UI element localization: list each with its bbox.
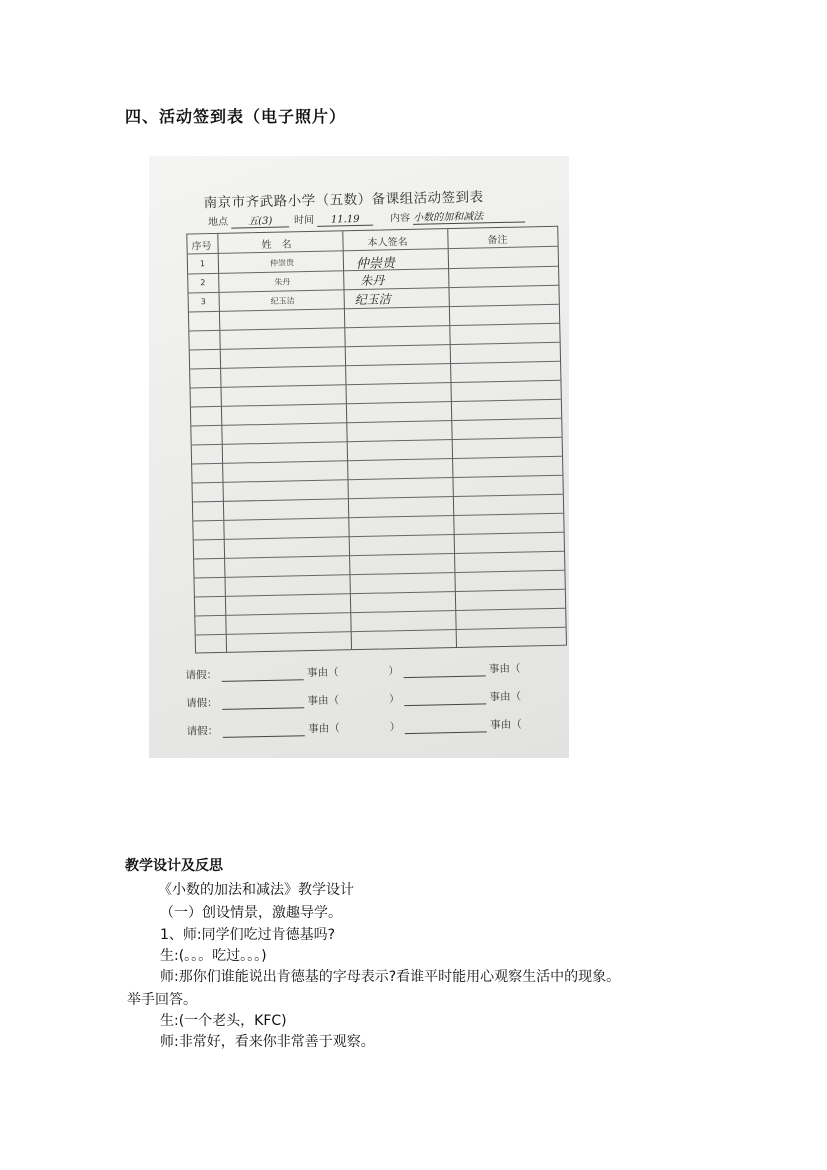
- header-signature: 本人签名: [367, 236, 408, 249]
- content-field: [390, 206, 525, 225]
- design-line: 生:(。。。吃过。。。): [160, 948, 267, 964]
- header-number: 序号: [191, 241, 212, 253]
- row-signature: 纪玉洁: [354, 292, 391, 308]
- design-heading: 教学设计及反思: [125, 858, 223, 874]
- header-name: 姓 名: [261, 239, 292, 251]
- sign-in-table: [186, 226, 567, 654]
- location-field: [208, 211, 290, 229]
- location-label: 地点: [207, 216, 229, 229]
- row-signature: 仲崇贵: [355, 256, 396, 273]
- row-number: 2: [200, 278, 206, 288]
- sign-in-sheet: [149, 156, 569, 758]
- leave-row: 请假： 事由（ ） 事由（: [186, 690, 522, 710]
- row-number: 1: [199, 259, 206, 269]
- time-value: 11.19: [317, 214, 373, 227]
- row-signature: 朱丹: [360, 273, 385, 288]
- location-value: 五(3): [231, 211, 289, 228]
- design-line: 举手回答。: [127, 992, 197, 1008]
- row-name: 朱丹: [274, 277, 291, 287]
- leave-row: 请假： 事由（ ） 事由（: [185, 662, 521, 682]
- design-line: （一）创设情景，激趣导学。: [160, 905, 342, 921]
- time-label: 时间: [293, 214, 315, 227]
- content-label: 内容: [389, 212, 411, 225]
- lesson-title: 《小数的加法和减法》教学设计: [158, 882, 354, 898]
- content-value: 小数的加和减法: [413, 206, 525, 224]
- row-name: 纪玉洁: [270, 296, 295, 306]
- design-line: 师:非常好，看来你非常善于观察。: [160, 1034, 375, 1050]
- design-line: 师:那你们谁能说出肯德基的字母表示?看谁平时能用心观察生活中的现象。: [160, 969, 621, 985]
- header-remarks: 备注: [487, 234, 508, 247]
- time-field: [294, 210, 374, 228]
- sign-in-sheet-photo: [149, 156, 569, 758]
- row-number: 3: [200, 297, 206, 307]
- design-line: 生:(一个老头，KFC): [160, 1013, 287, 1029]
- design-line: 1、师:同学们吃过肯德基吗?: [160, 927, 336, 943]
- sheet-title: 南京市齐武路小学（五数）备课组活动签到表: [203, 189, 484, 212]
- section-heading: 四、活动签到表（电子照片）: [125, 107, 347, 126]
- row-name: 仲崇贵: [269, 258, 295, 268]
- leave-row: 请假： 事由（ ） 事由（: [186, 718, 522, 738]
